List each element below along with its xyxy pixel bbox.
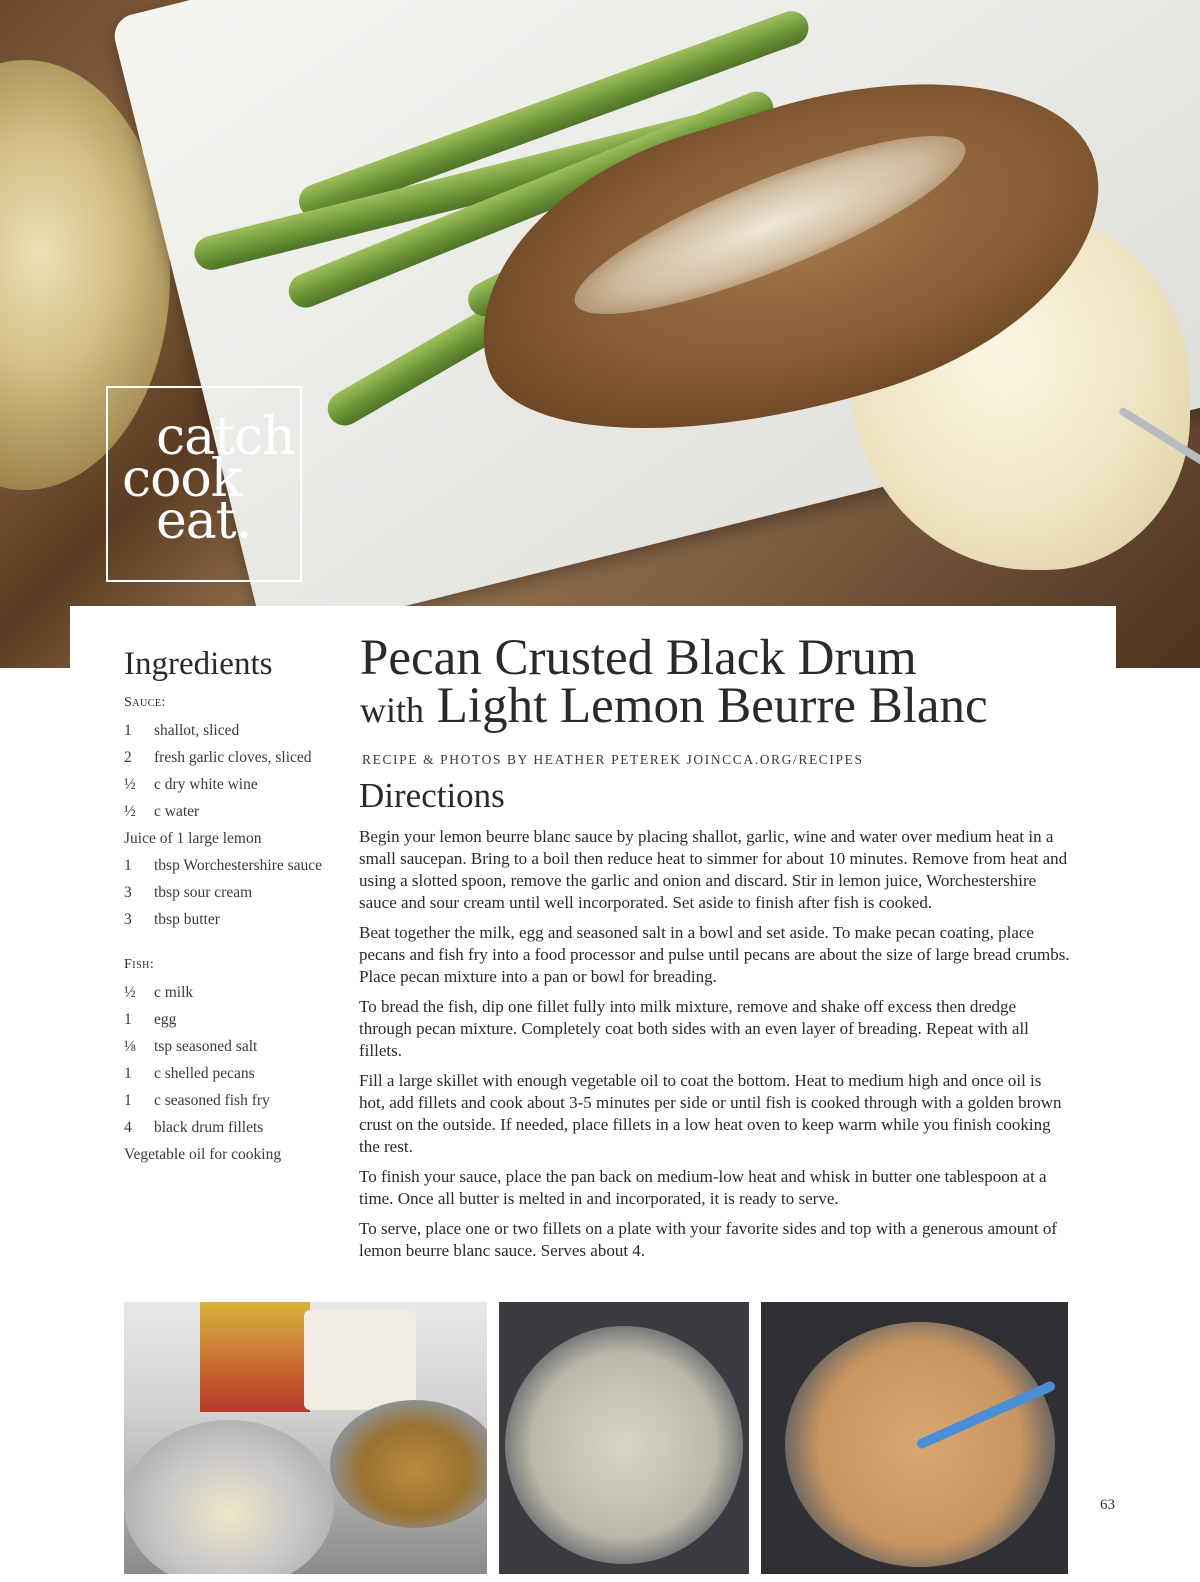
pecan-coating-bowl-image — [330, 1400, 487, 1528]
directions-heading: Directions — [359, 776, 505, 815]
ingredient-qty: ½ — [124, 776, 136, 793]
recipe-credit: RECIPE & PHOTOS BY HEATHER PETEREK JOINCCA.ORG/RECIPES — [362, 752, 864, 767]
ingredient-name: c seasoned fish fry — [154, 1092, 270, 1109]
ingredient-name: tsp seasoned salt — [154, 1038, 258, 1055]
ingredient-item — [124, 717, 354, 744]
recipe-title-line2: Light Lemon Beurre Blanc — [424, 678, 988, 734]
fish-fry-box-image — [200, 1302, 310, 1412]
ingredient-item — [124, 906, 354, 933]
recipe-title-line1: Pecan Crusted Black Drum — [360, 630, 917, 686]
ingredient-item — [124, 771, 354, 798]
ingredient-name: tbsp butter — [154, 911, 220, 928]
ingredient-qty: 1 — [124, 722, 132, 739]
pecan-bag-image — [304, 1310, 416, 1410]
ingredient-name: c dry white wine — [154, 776, 258, 793]
ingredient-qty: 2 — [124, 749, 132, 766]
ingredient-item — [124, 879, 354, 906]
direction-paragraph: To serve, place one or two fillets on a plate with your favorite sides and top with a generous amount of lemon beurre blanc sauce. Serves about 4. — [359, 1219, 1057, 1260]
ingredients-prep-photo — [124, 1302, 487, 1574]
ingredient-name: tbsp Worchestershire sauce — [154, 857, 323, 874]
ingredient-item — [124, 979, 354, 1006]
directions-body — [359, 826, 1071, 1270]
direction-paragraph: Fill a large skillet with enough vegetable oil to coat the bottom. Heat to medium high and once oil is hot, add fillets and cook about 3-5 minutes per side or until fish is cooked through with a golden brown crust on the outside. If needed, place fillets in a low heat oven to keep warm while you finish cooking the rest. — [359, 1071, 1062, 1156]
ingredient-qty: 1 — [124, 857, 132, 874]
ingredient-item — [124, 1060, 354, 1087]
ingredient-qty: 1 — [124, 1092, 132, 1109]
whisked-sauce-photo — [761, 1302, 1068, 1574]
ingredients-panel — [124, 646, 354, 1168]
saucepan-image — [505, 1326, 743, 1564]
recipe-title — [360, 630, 1100, 734]
ingredient-item — [124, 1087, 354, 1114]
ingredient-item — [124, 1141, 354, 1168]
ingredient-name: Juice of 1 large lemon — [124, 830, 262, 847]
catch-cook-eat-logo — [122, 407, 295, 551]
ingredient-qty: ½ — [124, 803, 136, 820]
ingredient-name: Vegetable oil for cooking — [124, 1146, 282, 1163]
recipe-title-with: with — [360, 690, 425, 730]
ingredient-qty: ⅛ — [124, 1038, 136, 1055]
ingredient-qty: ½ — [124, 984, 136, 1001]
ingredient-item — [124, 744, 354, 771]
simmering-sauce-photo — [499, 1302, 749, 1574]
ingredients-heading: Ingredients — [124, 646, 273, 682]
ingredient-name: black drum fillets — [154, 1119, 264, 1136]
logo-line-catch: catch — [156, 407, 295, 467]
ingredient-name: egg — [154, 1011, 177, 1028]
ingredient-item — [124, 1114, 354, 1141]
ingredient-qty: 3 — [124, 911, 132, 928]
sauce-ingredient-list — [124, 717, 354, 933]
direction-paragraph: To bread the fish, dip one fillet fully into milk mixture, remove and shake off excess then dredge through pecan mixture. Completely coat both sides with an even layer of breading. Repeat with all fillets. — [359, 997, 1029, 1060]
logo-line-eat: eat. — [156, 491, 252, 551]
ingredient-qty: 4 — [124, 1119, 132, 1136]
ingredient-item — [124, 1033, 354, 1060]
direction-paragraph: Begin your lemon beurre blanc sauce by placing shallot, garlic, wine and water over medium heat in a small saucepan. Bring to a boil then reduce heat to simmer for about 10 minutes. Remove from heat and using a slotted spoon, remove the garlic and onion and discard. Stir in lemon juice, Worchestershire sauce and sour cream until well incorporated. Set aside to finish after fish is cooked. — [359, 827, 1068, 912]
fish-section-label: Fish: — [124, 957, 155, 972]
ingredient-qty: 3 — [124, 884, 132, 901]
direction-paragraph: To finish your sauce, place the pan back on medium-low heat and whisk in butter one tablespoon at a time. Once all butter is melted in and incorporated, it is ready to serve. — [359, 1167, 1047, 1208]
ingredient-name: c water — [154, 803, 200, 820]
ingredient-name: fresh garlic cloves, sliced — [154, 749, 312, 766]
ingredient-qty: 1 — [124, 1011, 132, 1028]
sauce-section-label: Sauce: — [124, 695, 166, 710]
ingredient-item — [124, 825, 354, 852]
ingredient-item — [124, 798, 354, 825]
page-number: 63 — [1100, 1497, 1115, 1513]
ingredient-name: c shelled pecans — [154, 1065, 255, 1082]
ingredient-item — [124, 1006, 354, 1033]
ingredient-name: tbsp sour cream — [154, 884, 253, 901]
milk-mixture-bowl-image — [124, 1420, 334, 1574]
logo-line-cook: cook — [122, 449, 242, 509]
direction-paragraph: Beat together the milk, egg and seasoned salt in a bowl and set aside. To make pecan coating, place pecans and fish fry into a food processor and pulse until pecans are about the size of large bread crumbs. Place pecan mixture into a pan or bowl for breading. — [359, 923, 1070, 986]
ingredient-qty: 1 — [124, 1065, 132, 1082]
fish-ingredient-list — [124, 979, 354, 1168]
ingredient-name: c milk — [154, 984, 194, 1001]
ingredient-item — [124, 852, 354, 879]
ingredient-name: shallot, sliced — [154, 722, 240, 739]
